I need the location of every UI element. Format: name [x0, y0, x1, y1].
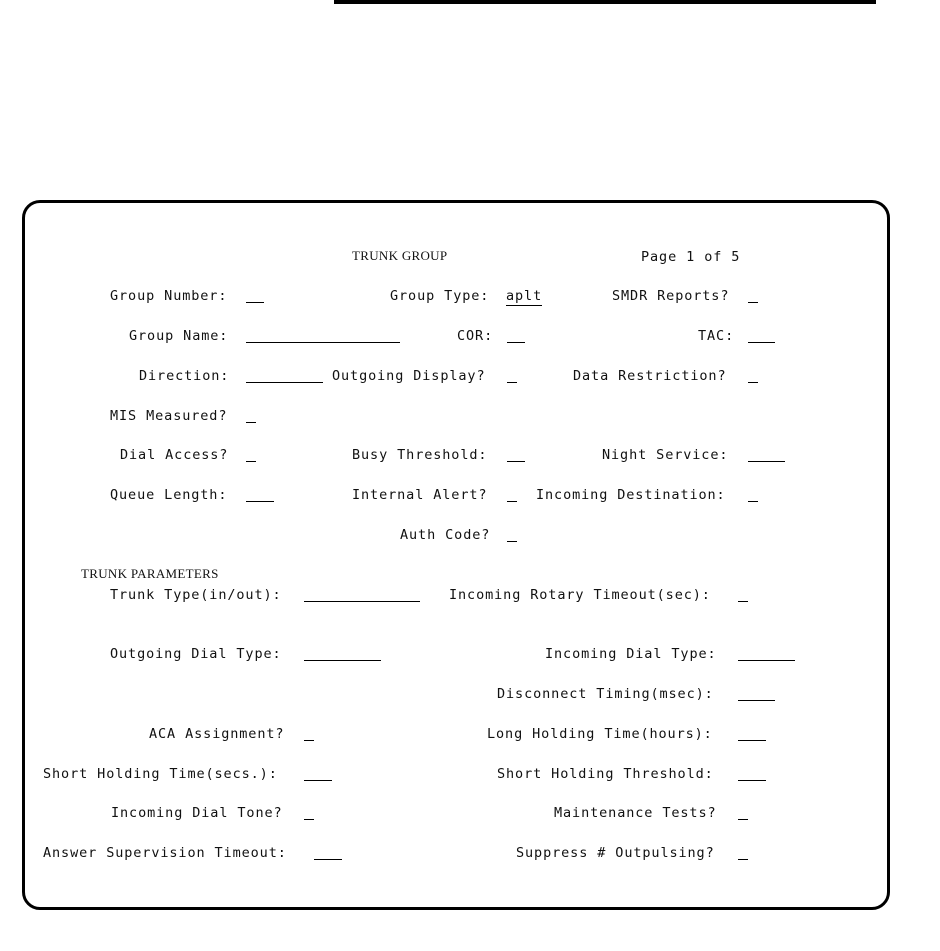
- group-number-label: Group Number:: [110, 288, 228, 304]
- aca-assignment-label: ACA Assignment?: [149, 726, 285, 742]
- mis-measured-field[interactable]: [246, 422, 256, 423]
- cor-field[interactable]: [507, 342, 525, 343]
- disconnect-timing-label: Disconnect Timing(msec):: [497, 686, 714, 702]
- group-type-label: Group Type:: [390, 288, 490, 304]
- suppress-outpulsing-field[interactable]: [738, 859, 748, 860]
- smdr-reports-label: SMDR Reports?: [612, 288, 730, 304]
- group-name-label: Group Name:: [129, 328, 229, 344]
- top-rule: [334, 0, 876, 4]
- group-name-field[interactable]: [246, 342, 400, 343]
- data-restriction-field[interactable]: [748, 382, 758, 383]
- tac-field[interactable]: [748, 342, 775, 343]
- night-service-field[interactable]: [748, 461, 785, 462]
- outgoing-dial-type-field[interactable]: [304, 660, 381, 661]
- incoming-destination-label: Incoming Destination:: [536, 487, 726, 503]
- queue-length-label: Queue Length:: [110, 487, 228, 503]
- short-holding-threshold-field[interactable]: [738, 780, 766, 781]
- form-title: TRUNK GROUP: [352, 248, 448, 263]
- long-holding-time-field[interactable]: [738, 740, 766, 741]
- smdr-reports-field[interactable]: [748, 302, 758, 303]
- long-holding-time-label: Long Holding Time(hours):: [487, 726, 713, 742]
- aca-assignment-field[interactable]: [304, 740, 314, 741]
- trunk-type-field[interactable]: [304, 601, 420, 602]
- incoming-rotary-timeout-field[interactable]: [738, 601, 748, 602]
- trunk-group-form: [22, 200, 890, 910]
- suppress-outpulsing-label: Suppress # Outpulsing?: [516, 845, 715, 861]
- direction-field[interactable]: [246, 382, 323, 383]
- incoming-destination-field[interactable]: [748, 501, 758, 502]
- incoming-dial-tone-field[interactable]: [304, 819, 314, 820]
- answer-supervision-timeout-field[interactable]: [314, 859, 342, 860]
- short-holding-time-label: Short Holding Time(secs.):: [43, 766, 278, 782]
- incoming-dial-tone-label: Incoming Dial Tone?: [111, 805, 283, 821]
- direction-label: Direction:: [139, 368, 230, 384]
- trunk-type-label: Trunk Type(in/out):: [110, 587, 282, 603]
- dial-access-label: Dial Access?: [120, 447, 229, 463]
- trunk-parameters-heading: TRUNK PARAMETERS: [81, 566, 219, 581]
- tac-label: TAC:: [698, 328, 735, 344]
- outgoing-display-label: Outgoing Display?: [332, 368, 486, 384]
- incoming-rotary-timeout-label: Incoming Rotary Timeout(sec):: [449, 587, 711, 603]
- busy-threshold-field[interactable]: [507, 461, 525, 462]
- group-type-field[interactable]: aplt: [506, 288, 543, 304]
- outgoing-dial-type-label: Outgoing Dial Type:: [110, 646, 282, 662]
- outgoing-display-field[interactable]: [507, 382, 517, 383]
- internal-alert-label: Internal Alert?: [352, 487, 488, 503]
- data-restriction-label: Data Restriction?: [573, 368, 727, 384]
- mis-measured-label: MIS Measured?: [110, 408, 228, 424]
- answer-supervision-timeout-label: Answer Supervision Timeout:: [43, 845, 287, 861]
- busy-threshold-label: Busy Threshold:: [352, 447, 488, 463]
- short-holding-time-field[interactable]: [304, 780, 332, 781]
- auth-code-field[interactable]: [507, 541, 517, 542]
- group-number-field[interactable]: [246, 302, 264, 303]
- queue-length-field[interactable]: [246, 501, 274, 502]
- maintenance-tests-field[interactable]: [738, 819, 748, 820]
- disconnect-timing-field[interactable]: [738, 700, 775, 701]
- maintenance-tests-label: Maintenance Tests?: [554, 805, 717, 821]
- night-service-label: Night Service:: [602, 447, 729, 463]
- incoming-dial-type-field[interactable]: [738, 660, 795, 661]
- short-holding-threshold-label: Short Holding Threshold:: [497, 766, 714, 782]
- internal-alert-field[interactable]: [507, 501, 517, 502]
- auth-code-label: Auth Code?: [400, 527, 491, 543]
- page-indicator: Page 1 of 5: [641, 249, 741, 265]
- cor-label: COR:: [457, 328, 494, 344]
- dial-access-field[interactable]: [246, 461, 256, 462]
- incoming-dial-type-label: Incoming Dial Type:: [545, 646, 717, 662]
